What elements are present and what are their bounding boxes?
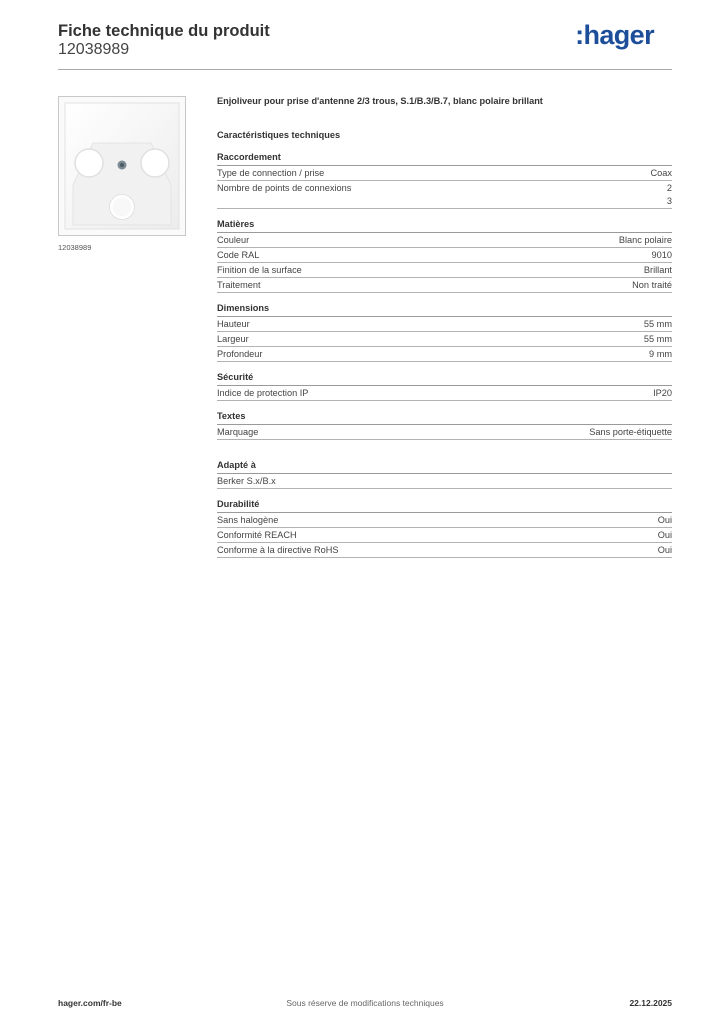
row-label: Conformité REACH [217, 530, 297, 540]
row-value: 55 mm [643, 319, 672, 329]
footer-date: 22.12.2025 [629, 998, 672, 1008]
group-durabilite [217, 498, 672, 558]
image-caption: 12038989 [58, 243, 92, 252]
row-value: Sans porte-étiquette [589, 427, 672, 437]
table-row [217, 513, 672, 528]
page-header [58, 20, 672, 70]
row-value-line: 3 [666, 196, 672, 206]
row-value: Non traité [632, 280, 672, 290]
footer-website-link[interactable]: hager.com/fr-be [58, 998, 122, 1008]
row-label: Largeur [217, 334, 249, 344]
row-value: 9 mm [649, 349, 672, 359]
row-value: Oui [657, 515, 672, 525]
footer-notice: Sous réserve de modifications techniques [286, 998, 444, 1008]
table-row [217, 263, 672, 278]
group-raccordement [217, 151, 672, 209]
product-image [58, 96, 186, 236]
row-value: Oui [657, 545, 672, 555]
row-label: Code RAL [217, 250, 260, 260]
table-row [217, 278, 672, 293]
page-title: Fiche technique du produit [58, 22, 270, 40]
row-label: Couleur [217, 235, 250, 245]
row-label: Sans halogène [217, 515, 279, 525]
row-label: Berker S.x/B.x [217, 476, 276, 486]
row-label: Marquage [217, 427, 259, 437]
table-row [217, 233, 672, 248]
group-matieres [217, 218, 672, 293]
product-description: Enjoliveur pour prise d'antenne 2/3 trous, S.1/B.3/B.7, blanc polaire brillant [217, 96, 543, 106]
row-value [667, 182, 672, 208]
group-title: Durabilité [217, 498, 672, 513]
row-label: Nombre de points de connexions [217, 183, 352, 193]
spec-section [217, 94, 672, 558]
table-row [217, 474, 672, 489]
group-title: Sécurité [217, 371, 672, 386]
table-row [217, 543, 672, 558]
row-value: IP20 [653, 388, 672, 398]
hager-logo: :hager [575, 20, 654, 50]
table-row [217, 347, 672, 362]
group-textes [217, 410, 672, 440]
group-title: Raccordement [217, 151, 672, 166]
specs-heading: Caractéristiques techniques [217, 130, 341, 140]
table-row [217, 166, 672, 181]
row-label: Type de connection / prise [217, 168, 325, 178]
group-securite [217, 371, 672, 401]
row-value: 9010 [651, 250, 672, 260]
group-title: Dimensions [217, 302, 672, 317]
row-value-line: 2 [666, 183, 672, 193]
row-value: Oui [657, 530, 672, 540]
group-adapte [217, 459, 672, 489]
group-dimensions [217, 302, 672, 362]
row-value: Brillant [643, 265, 672, 275]
row-value: Coax [650, 168, 672, 178]
cover-plate-illustration [59, 97, 185, 235]
table-row [217, 528, 672, 543]
row-label: Hauteur [217, 319, 250, 329]
group-title: Matières [217, 218, 672, 233]
row-value: 55 mm [643, 334, 672, 344]
table-row [217, 332, 672, 347]
row-value: Blanc polaire [618, 235, 672, 245]
row-label: Profondeur [217, 349, 263, 359]
table-row [217, 425, 672, 440]
row-label: Conforme à la directive RoHS [217, 545, 339, 555]
table-row [217, 317, 672, 332]
header-divider [58, 69, 672, 70]
product-number: 12038989 [58, 41, 130, 58]
group-title: Adapté à [217, 459, 672, 474]
row-label: Indice de protection IP [217, 388, 309, 398]
table-row [217, 248, 672, 263]
row-label: Traitement [217, 280, 261, 290]
row-label: Finition de la surface [217, 265, 302, 275]
group-title: Textes [217, 410, 672, 425]
table-row [217, 181, 672, 209]
table-row [217, 386, 672, 401]
